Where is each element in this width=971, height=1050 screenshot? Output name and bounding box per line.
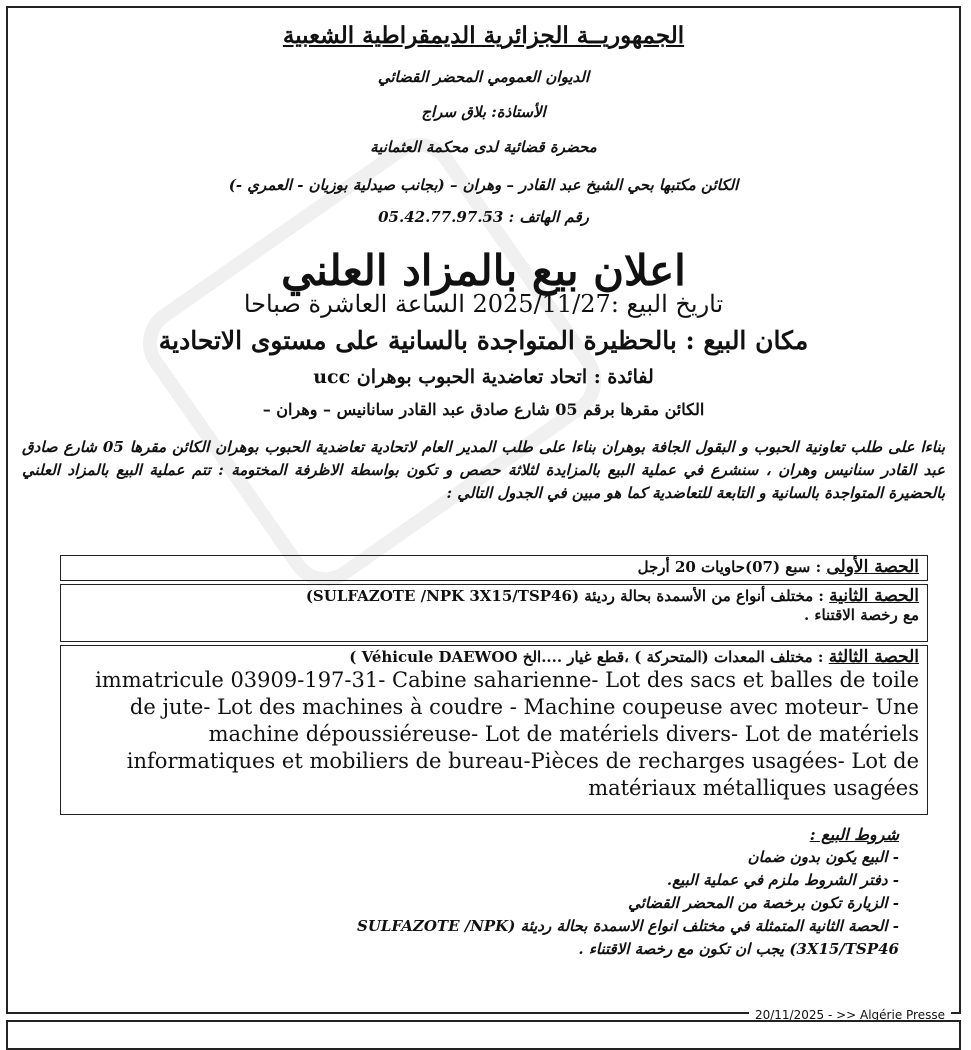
sale-conditions [99, 823, 899, 961]
next-notice-border [6, 1020, 961, 1050]
lot-2-label: الحصة الثانية [829, 586, 919, 606]
beneficiary-address: الكائن مقرها برقم 05 شارع صادق عبد القادر سانانيس – وهران – [262, 400, 705, 419]
sale-date: تاريخ البيع :2025/11/27 الساعة العاشرة صباحا [243, 290, 724, 318]
lot-1 [60, 555, 928, 581]
lot-3-text: : مختلف المعدات (المتحركة ) ،قطع غيار ....الخ Véhicule DAEWOO ) [349, 648, 829, 666]
lot-2-text: : مختلف أنواع من الأسمدة بحالة رديئة (SULFAZOTE /NPK 3X15/TSP46) [305, 587, 830, 605]
conditions-title: شروط البيع : [809, 825, 899, 844]
lot-3-details: immatricule 03909-197-31- Cabine saharienne- Lot des sacs et balles de toile de jute- Lot des machines à coudre - Machine coupeuse avec moteur- Une machine dépoussiéreuse- Lot de matériels divers- Lot de matériels informatiques et mobiliers de bureau-Pièces de recharges usagées- Lot de matériaux métalliques usagées [95, 668, 919, 800]
address-line: الكائن مكتبها بحي الشيخ عبد القادر – وهران – (بجانب صيدلية بوزيان - العمري -) [228, 176, 739, 194]
lot-1-label: الحصة الأولى [826, 557, 919, 577]
sale-place: مكان البيع : بالحظيرة المتواجدة بالسانية على مستوى الاتحادية [158, 326, 809, 355]
lot-2 [60, 584, 928, 642]
notice-title: اعلان بيع بالمزاد العلني [281, 246, 686, 295]
beneficiary: لفائدة : اتحاد تعاضدية الحبوب بوهران ucc [313, 366, 654, 388]
court-line: محضرة قضائية لدى محكمة العثمانية [370, 138, 597, 156]
lot-2-licence: مع رخصة الاقتناء . [803, 606, 919, 624]
condition-item: - البيع يكون بدون ضمان [747, 848, 899, 866]
lot-3 [60, 645, 928, 815]
lot-3-label: الحصة الثالثة [828, 647, 919, 667]
condition-item: - دفتر الشروط ملزم في عملية البيع. [666, 871, 899, 889]
lot-1-text: : سبع (07)حاويات 20 أرجل [637, 558, 827, 576]
bailiff-line: الأستاذة: بلاق سراج [421, 103, 546, 121]
condition-item: - الزيارة تكون برخصة من المحضر القضائي [628, 894, 899, 912]
notice-document [6, 6, 961, 1014]
office-line: الديوان العمومي المحضر القضائي [377, 68, 590, 86]
watermark-logo [127, 122, 617, 602]
intro-paragraph: بناءا على طلب تعاونية الحبوب و البقول الجافة بوهران بناءا على طلب المدير العام لاتحادية تعاضدية الحبوب بوهران الكائن مقرها 05 شارع صادق عبد القادر سنانيس وهران ، سنشرع في عملية البيع بالمزايدة لثلاثة حصص و تكون بواسطة الاظرفة المختومة : تتم عملية البيع بالمزاد العلني بالحضيرة المتواجدة بالسانية و التابعة للتعاضدية كما هو مبين في الجدول التالي : [22, 438, 946, 502]
source-footer: 20/11/2025 - >> Algérie Presse [749, 1008, 951, 1022]
phone-line: رقم الهاتف : 05.42.77.97.53 [378, 208, 589, 226]
republic-heading: الجمهوريــة الجزائرية الديمقراطية الشعبية [282, 22, 685, 49]
condition-item: 3X15/TSP46) يجب ان تكون مع رخصة الاقتناء . [578, 940, 899, 958]
condition-item: - الحصة الثانية المتمثلة في مختلف انواع الاسمدة بحالة رديئة (SULFAZOTE /NPK [357, 917, 899, 935]
